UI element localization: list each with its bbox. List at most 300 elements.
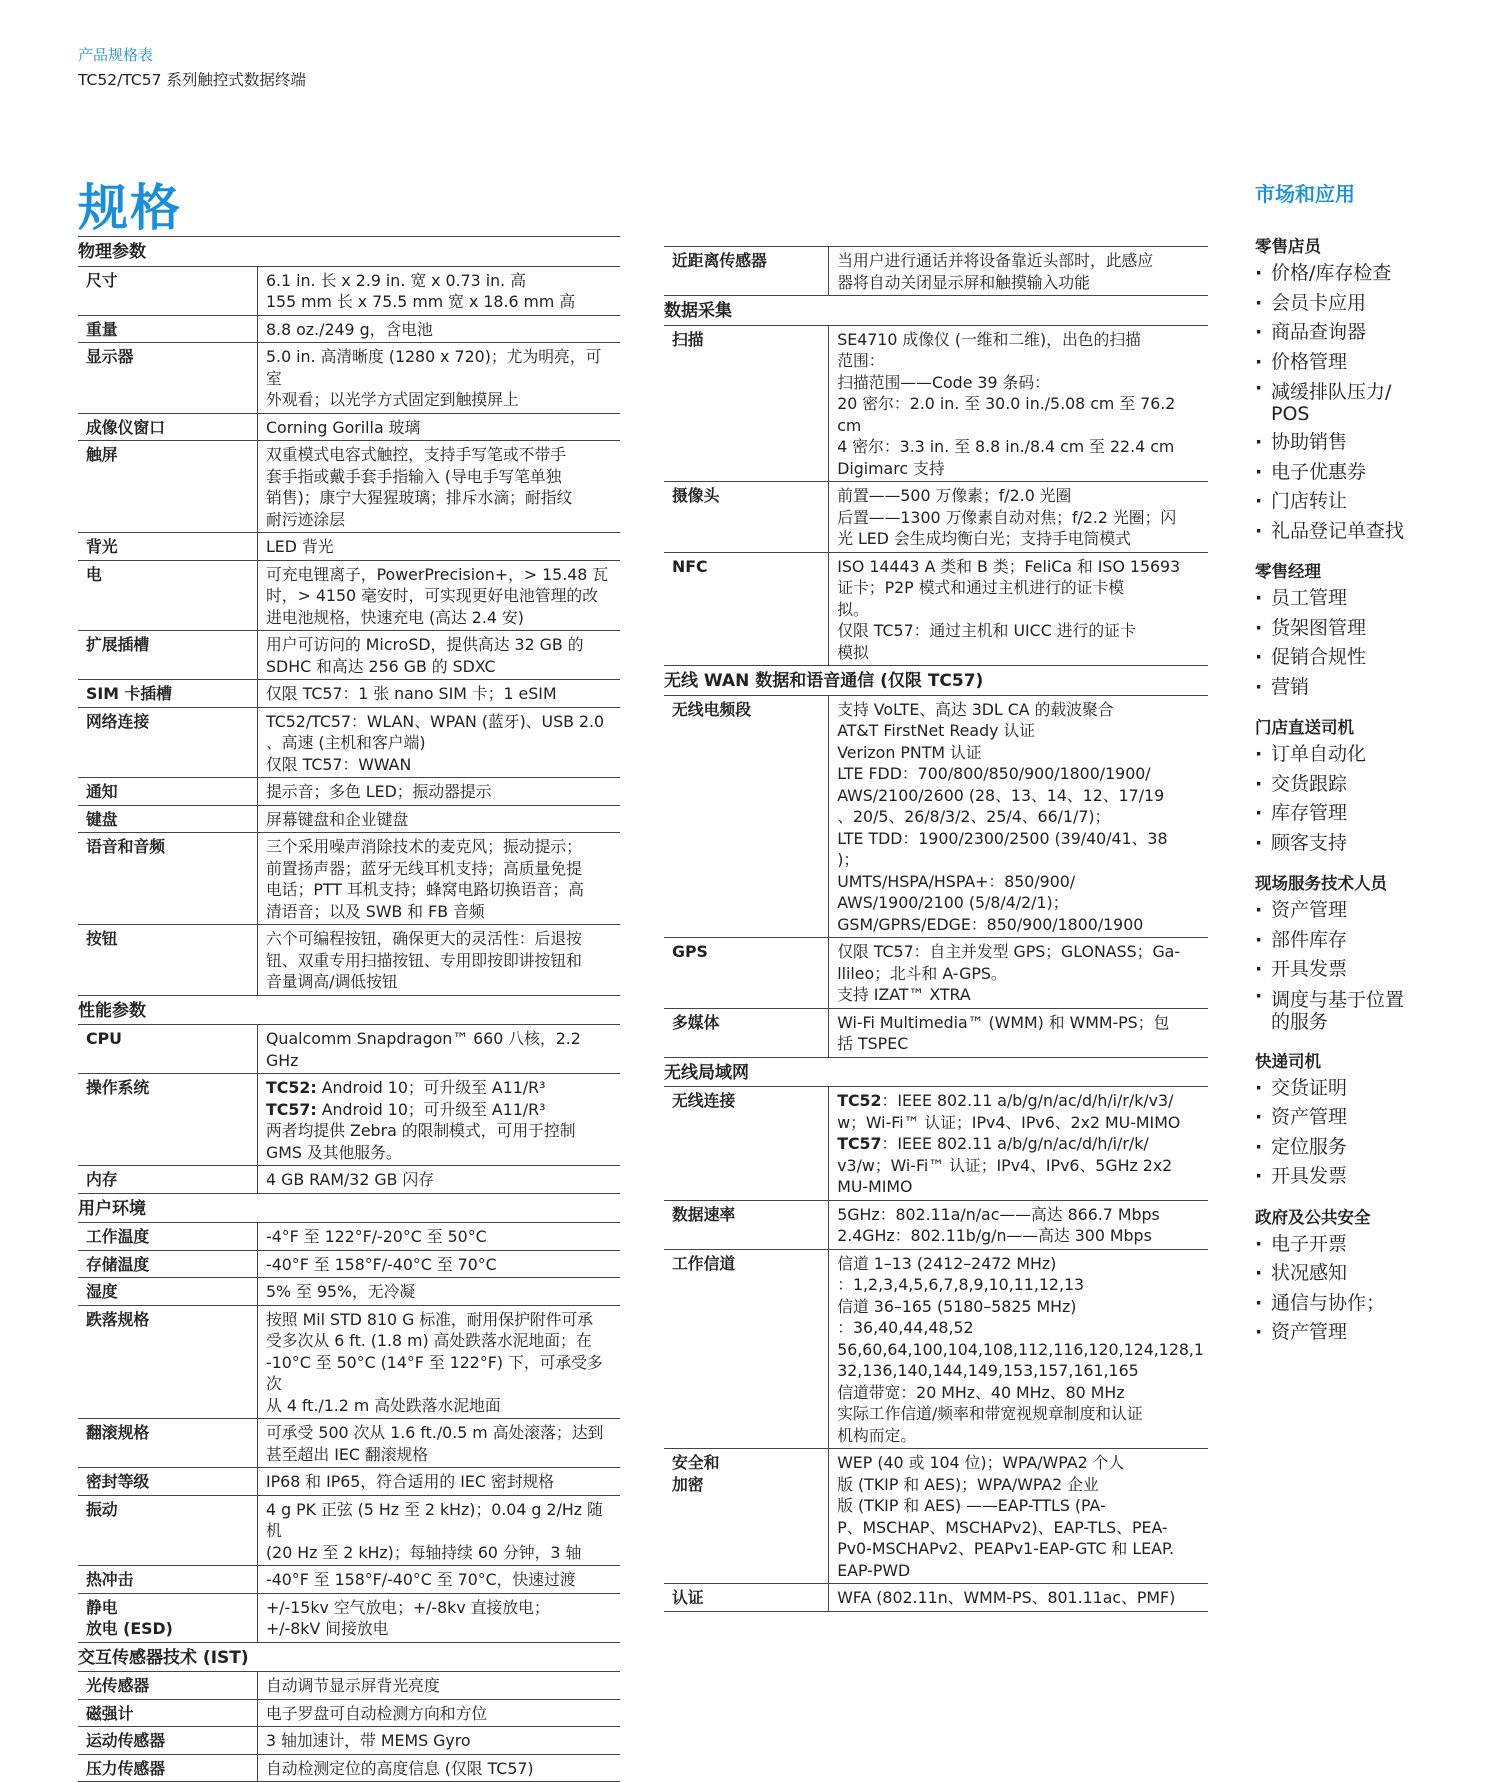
spec-value-line: SE4710 成像仪 (一维和二维)，出色的扫描 (837, 329, 1141, 349)
spec-value-line: SDHC 和高达 256 GB 的 SDXC (266, 656, 496, 676)
spec-value (258, 1699, 621, 1727)
spec-row (78, 1495, 620, 1566)
spec-row (78, 1419, 620, 1468)
spec-row (78, 560, 620, 631)
spec-value-line: P、MSCHAP、MSCHAPv2)、EAP-TLS、PEA- (837, 1517, 1168, 1537)
spec-value (258, 805, 621, 833)
spec-row (664, 1200, 1208, 1249)
aside-group-title: 现场服务技术人员 (1255, 874, 1387, 893)
spec-value-line: EAP-PWD (837, 1560, 911, 1580)
spec-value-line: 前置——500 万像素；f/2.0 光圈 (837, 486, 1072, 505)
spec-key: 光传感器 (78, 1672, 258, 1700)
aside-list-item: · 交货跟踪 (1255, 770, 1455, 800)
section-heading: 物理参数 (78, 237, 620, 267)
spec-value-line: 当用户进行通话并将设备靠近头部时，此感应 (837, 251, 1154, 270)
aside-list-item: · 营销 (1255, 673, 1455, 703)
spec-key: 无线电频段 (664, 695, 829, 938)
spec-value (829, 1249, 1208, 1449)
spec-row (78, 343, 620, 414)
spec-value-line: v3/w；Wi-Fi™ 认证；IPv4、IPv6、5GHz 2x2 (837, 1155, 1173, 1175)
spec-row (78, 1025, 620, 1074)
spec-value-line: 仅限 TC57：1 张 nano SIM 卡；1 eSIM (266, 684, 557, 703)
section-heading-row (78, 1642, 620, 1672)
section-heading: 数据采集 (664, 296, 1208, 326)
spec-value (829, 247, 1208, 296)
spec-value (258, 1166, 621, 1194)
spec-key: 热冲击 (78, 1566, 258, 1594)
spec-value (258, 1566, 621, 1594)
aside-list-item: · 商品查询器 (1255, 318, 1455, 348)
aside-list-item: · 门店转让 (1255, 487, 1455, 517)
spec-value-line: LTE FDD：700/800/850/900/1800/1900/ (837, 764, 1151, 783)
aside-group (1255, 1204, 1455, 1348)
spec-value-line: 6.1 in. 长 x 2.9 in. 宽 x 0.73 in. 高 (266, 270, 526, 290)
spec-value (258, 441, 621, 533)
aside-list-item: · 会员卡应用 (1255, 289, 1455, 319)
spec-value-line: 可充电锂离子，PowerPrecision+，> 15.48 瓦 (266, 564, 609, 584)
aside-list-item: · 交货证明 (1255, 1074, 1455, 1104)
spec-value (258, 533, 621, 561)
spec-value (258, 266, 621, 315)
doc-subtitle: TC52/TC57 系列触控式数据终端 (78, 71, 306, 89)
spec-row (78, 1754, 620, 1782)
markets-applications-panel (1255, 178, 1455, 1360)
aside-list-item: · 订单自动化 (1255, 740, 1455, 770)
spec-value-line: GMS 及其他服务。 (266, 1142, 402, 1162)
spec-value-line: 清语音；以及 SWB 和 FB 音频 (266, 901, 485, 921)
aside-list-item: · 协助销售 (1255, 428, 1455, 458)
aside-groups (1255, 233, 1455, 1348)
spec-column-left (78, 236, 620, 1782)
section-heading-row (78, 1193, 620, 1223)
aside-group (1255, 558, 1455, 702)
spec-value-line: 受多次从 6 ft. (1.8 m) 高处跌落水泥地面；在 (266, 1331, 592, 1350)
spec-row (78, 1672, 620, 1700)
spec-row (78, 778, 620, 806)
spec-value (258, 631, 621, 680)
spec-value (258, 1727, 621, 1755)
spec-value (258, 560, 621, 631)
spec-value-line: Corning Gorilla 玻璃 (266, 417, 421, 437)
spec-key: CPU (78, 1025, 258, 1074)
spec-key: 存储温度 (78, 1250, 258, 1278)
spec-value-line: 信道 1–13 (2412–2472 MHz) (837, 1253, 1057, 1273)
spec-value-line: 括 TSPEC (837, 1034, 909, 1053)
aside-list-item: · 电子优惠券 (1255, 458, 1455, 488)
spec-value-line: 时，> 4150 毫安时，可实现更好电池管理的改 (266, 586, 599, 605)
spec-value (829, 482, 1208, 553)
spec-value-line: -40°F 至 158°F/-40°C 至 70°C，快速过渡 (266, 1570, 576, 1589)
spec-key: 数据速率 (664, 1200, 829, 1249)
spec-value-line: 用户可访问的 MicroSD，提供高达 32 GB 的 (266, 635, 584, 654)
aside-group-title: 政府及公共安全 (1255, 1207, 1371, 1227)
spec-value-line: w；Wi-Fi™ 认证；IPv4、IPv6、2x2 MU-MIMO (837, 1112, 1181, 1132)
spec-value-line: 、高速 (主机和客户端) (266, 733, 426, 752)
spec-key: 近距离传感器 (664, 247, 829, 296)
spec-value (258, 1593, 621, 1642)
spec-value-line: 仅限 TC57：WWAN (266, 754, 412, 774)
aside-list-item: · 价格管理 (1255, 348, 1455, 378)
spec-value (258, 413, 621, 441)
spec-value-line: 版 (TKIP 和 AES) ——EAP-TTLS (PA- (837, 1496, 1106, 1515)
aside-group-title: 快递司机 (1255, 1051, 1321, 1071)
spec-value-line: AWS/2100/2600 (28、13、14、12、17/19 (837, 785, 1165, 805)
spec-key: 网络连接 (78, 707, 258, 778)
aside-list-item: · 电子开票 (1255, 1230, 1455, 1260)
section-heading-row (78, 995, 620, 1025)
aside-list-item: · 促销合规性 (1255, 643, 1455, 673)
spec-value-line: TC57: Android 10；可升级至 A11/R³ (266, 1099, 546, 1119)
spec-value-line: 后置——1300 万像素自动对焦；f/2.2 光圈；闪 (837, 507, 1177, 527)
spec-value (258, 1495, 621, 1566)
aside-list-item: · 定位服务 (1255, 1133, 1455, 1163)
spec-value (258, 1468, 621, 1496)
spec-row (78, 805, 620, 833)
spec-row (78, 925, 620, 996)
spec-value (258, 1250, 621, 1278)
spec-key: 摄像头 (664, 482, 829, 553)
spec-value-line: 电子罗盘可自动检测方向和方位 (266, 1703, 488, 1723)
spec-row (664, 1584, 1208, 1612)
spec-key: 显示器 (78, 343, 258, 414)
spec-value-line: UMTS/HSPA/HSPA+：850/900/ (837, 871, 1076, 891)
spec-key: 磁强计 (78, 1699, 258, 1727)
spec-row (78, 1074, 620, 1166)
spec-value-line: 机构而定。 (837, 1425, 917, 1445)
spec-row (78, 1566, 620, 1594)
spec-value (258, 680, 621, 708)
aside-list-item: · 资产管理 (1255, 1318, 1455, 1348)
spec-value (258, 1278, 621, 1306)
spec-value-line: 155 mm 长 x 75.5 mm 宽 x 18.6 mm 高 (266, 292, 576, 311)
spec-row (78, 1468, 620, 1496)
spec-value-line: 32,136,140,144,149,153,157,161,165 (837, 1361, 1139, 1380)
spec-row (664, 325, 1208, 482)
spec-value-line: (20 Hz 至 2 kHz)；每轴持续 60 分钟，3 轴 (266, 1542, 582, 1562)
spec-key: 跌落规格 (78, 1305, 258, 1419)
spec-row (664, 1008, 1208, 1057)
spec-key: 成像仪窗口 (78, 413, 258, 441)
spec-value-line: WFA (802.11n、WMM-PS、801.11ac、PMF) (837, 1588, 1176, 1607)
spec-row (78, 413, 620, 441)
spec-key: 键盘 (78, 805, 258, 833)
spec-value-line: 仅限 TC57：自主并发型 GPS；GLONASS；Ga- (837, 942, 1181, 961)
spec-key: 运动传感器 (78, 1727, 258, 1755)
spec-value-line: -4°F 至 122°F/-20°C 至 50°C (266, 1227, 487, 1246)
spec-value-line: 拟。 (837, 599, 869, 619)
spec-row (78, 631, 620, 680)
spec-value-line: 实际工作信道/频率和带宽视规章制度和认证 (837, 1404, 1143, 1423)
spec-value (258, 1025, 621, 1074)
spec-row (78, 833, 620, 925)
spec-value-line: 模拟 (837, 642, 869, 662)
spec-value-line: AT&T FirstNet Ready 认证 (837, 721, 1036, 740)
spec-value-line: GSM/GPRS/EDGE：850/900/1800/1900 (837, 914, 1144, 934)
aside-list-item: · 开具发票 (1255, 1162, 1455, 1192)
spec-row (78, 315, 620, 343)
spec-row (78, 1250, 620, 1278)
spec-value-line: 56,60,64,100,104,108,112,116,120,124,128,1 (837, 1339, 1204, 1359)
spec-value (258, 343, 621, 414)
spec-key: 认证 (664, 1584, 829, 1612)
aside-list-item: · 员工管理 (1255, 584, 1455, 614)
aside-title: 市场和应用 (1255, 182, 1355, 206)
spec-key: 语音和音频 (78, 833, 258, 925)
spec-value-line: LTE TDD：1900/2300/2500 (39/40/41、38 (837, 828, 1168, 848)
spec-value-line: 从 4 ft./1.2 m 高处跌落水泥地面 (266, 1395, 501, 1415)
spec-value-line: 5% 至 95%，无冷凝 (266, 1282, 416, 1301)
spec-row (78, 1699, 620, 1727)
spec-value (258, 1074, 621, 1166)
spec-key: 通知 (78, 778, 258, 806)
spec-value-line: Qualcomm Snapdragon™ 660 八核，2.2 GHz (266, 1029, 581, 1070)
spec-value-line: Verizon PNTM 认证 (837, 742, 982, 762)
spec-value (258, 1305, 621, 1419)
spec-value (258, 1223, 621, 1251)
spec-value-line: IP68 和 IP65，符合适用的 IEC 密封规格 (266, 1472, 555, 1491)
spec-value-line: 钮、双重专用扫描按钮、专用即按即讲按钮和 (266, 950, 582, 970)
spec-value-line: 5.0 in. 高清晰度 (1280 x 720)；尤为明亮，可室 (266, 347, 602, 388)
section-heading: 交互传感器技术 (IST) (78, 1642, 620, 1672)
section-heading: 性能参数 (78, 995, 620, 1025)
spec-value-line: 屏幕键盘和企业键盘 (266, 809, 409, 829)
spec-value-line: cm (837, 415, 862, 435)
spec-value (258, 1672, 621, 1700)
doc-category: 产品规格表 (78, 46, 154, 64)
spec-key: GPS (664, 938, 829, 1009)
spec-value-line: 光 LED 会生成均衡白光；支持手电筒模式 (837, 529, 1131, 548)
spec-value-line: 甚至超出 IEC 翻滚规格 (266, 1444, 429, 1464)
aside-group-title: 零售经理 (1255, 562, 1321, 581)
spec-key: 触屏 (78, 441, 258, 533)
aside-list-item: · 货架图管理 (1255, 614, 1455, 644)
spec-value-line: 按照 Mil STD 810 G 标准，耐用保护附件可承 (266, 1309, 594, 1329)
spec-row (78, 533, 620, 561)
spec-value-line: 证卡；P2P 模式和通过主机进行的证卡模 (837, 578, 1125, 597)
aside-group-title: 门店直送司机 (1255, 718, 1354, 737)
spec-value-line: 销售)；康宁大猩猩玻璃；排斥水滴；耐指纹 (266, 488, 573, 507)
spec-key: 操作系统 (78, 1074, 258, 1166)
spec-value-line: 扫描范围——Code 39 条码： (837, 372, 1050, 392)
spec-key: 压力传感器 (78, 1754, 258, 1782)
spec-key: NFC (664, 552, 829, 666)
spec-value-line: Wi-Fi Multimedia™ (WMM) 和 WMM-PS；包 (837, 1012, 1170, 1032)
spec-key: 背光 (78, 533, 258, 561)
spec-row (78, 266, 620, 315)
spec-value-line: MU-MIMO (837, 1177, 913, 1196)
aside-list-item: · 库存管理 (1255, 799, 1455, 829)
aside-list (1255, 259, 1455, 546)
spec-value-line: 支持 VoLTE、高达 3DL CA 的载波聚合 (837, 699, 1114, 719)
spec-table (78, 236, 620, 1782)
spec-value-line: 、20/5、26/8/3/2、25/4、66/1/7)； (837, 807, 1111, 826)
spec-value (258, 778, 621, 806)
spec-key: 安全和 加密 (664, 1449, 829, 1584)
page-title: 规格 (78, 179, 182, 237)
aside-list-item: · 开具发票 (1255, 955, 1455, 985)
spec-value-line: 3 轴加速计，带 MEMS Gyro (266, 1731, 471, 1750)
spec-row (664, 1249, 1208, 1449)
spec-row (664, 1449, 1208, 1584)
spec-key: 重量 (78, 315, 258, 343)
spec-value (829, 552, 1208, 666)
spec-value (829, 1449, 1208, 1584)
spec-key: 扫描 (664, 325, 829, 482)
spec-row (664, 1087, 1208, 1201)
spec-row (78, 707, 620, 778)
spec-row (78, 1593, 620, 1642)
spec-value (258, 925, 621, 996)
aside-list-item: · 调度与基于位置 的服务 (1255, 985, 1455, 1036)
spec-value-line: 电话；PTT 耳机支持；蜂窝电路切换语音；高 (266, 880, 584, 899)
spec-row (78, 1166, 620, 1194)
spec-key: SIM 卡插槽 (78, 680, 258, 708)
spec-value-line: TC52: Android 10；可升级至 A11/R³ (266, 1078, 546, 1097)
spec-value-line: 支持 IZAT™ XTRA (837, 985, 971, 1004)
spec-value-line: 自动检测定位的高度信息 (仅限 TC57) (266, 1758, 534, 1778)
aside-list-item: · 顾客支持 (1255, 829, 1455, 859)
aside-list-item: · 状况感知 (1255, 1259, 1455, 1289)
spec-row (78, 680, 620, 708)
spec-key: 静电 放电 (ESD) (78, 1593, 258, 1642)
spec-value (829, 1087, 1208, 1201)
aside-list-item: · 通信与协作； (1255, 1289, 1455, 1319)
spec-key: 工作温度 (78, 1223, 258, 1251)
aside-list (1255, 1074, 1455, 1192)
spec-row (664, 247, 1208, 296)
aside-list-item: · 部件库存 (1255, 926, 1455, 956)
spec-value (829, 325, 1208, 482)
spec-row (78, 1278, 620, 1306)
spec-value-line: +/-15kv 空气放电；+/-8kv 直接放电； (266, 1597, 550, 1617)
spec-value-line: 前置扬声器；蓝牙无线耳机支持；高质量免提 (266, 858, 582, 878)
section-heading: 用户环境 (78, 1193, 620, 1223)
spec-value-line: 两者均提供 Zebra 的限制模式，可用于控制 (266, 1121, 576, 1140)
spec-row (664, 482, 1208, 553)
spec-value-line: ：36,40,44,48,52 (837, 1318, 974, 1337)
spec-key: 按钮 (78, 925, 258, 996)
spec-value-line: ：1,2,3,4,5,6,7,8,9,10,11,12,13 (837, 1275, 1085, 1294)
spec-value (258, 315, 621, 343)
spec-value-line: 4 g PK 正弦 (5 Hz 至 2 kHz)；0.04 g 2/Hz 随机 (266, 1499, 603, 1540)
spec-value-line: 提示音；多色 LED；振动器提示 (266, 782, 492, 801)
spec-value-line: 信道 36–165 (5180–5825 MHz) (837, 1296, 1077, 1316)
aside-group (1255, 1048, 1455, 1192)
aside-list-item: · 资产管理 (1255, 1103, 1455, 1133)
spec-value (829, 1200, 1208, 1249)
section-heading-row (664, 1057, 1208, 1087)
spec-value-line: 信道带宽：20 MHz、40 MHz、80 MHz (837, 1382, 1125, 1402)
spec-value-line: 可承受 500 次从 1.6 ft./0.5 m 高处滚落；达到 (266, 1423, 604, 1442)
spec-value-line: 三个采用噪声消除技术的麦克风；振动提示； (266, 837, 582, 856)
spec-value-line: 范围： (837, 351, 885, 370)
spec-column-middle (664, 246, 1208, 1612)
spec-value-line: WEP (40 或 104 位)；WPA/WPA2 个人 (837, 1453, 1125, 1472)
spec-key: 尺寸 (78, 266, 258, 315)
spec-row (78, 441, 620, 533)
spec-value (829, 1008, 1208, 1057)
spec-value-line: 音量调高/调低按钮 (266, 972, 398, 991)
spec-value-line: 六个可编程按钮，确保更大的灵活性：后退按 (266, 929, 582, 948)
spec-value (829, 695, 1208, 938)
spec-row (664, 938, 1208, 1009)
section-heading-row (664, 296, 1208, 326)
aside-list-item: · 礼品登记单查找 (1255, 517, 1455, 547)
spec-key: 多媒体 (664, 1008, 829, 1057)
spec-key: 振动 (78, 1495, 258, 1566)
aside-list (1255, 740, 1455, 858)
spec-value-line: llileo；北斗和 A-GPS。 (837, 963, 1007, 983)
spec-key: 湿度 (78, 1278, 258, 1306)
spec-value-line: -40°F 至 158°F/-40°C 至 70°C (266, 1254, 497, 1274)
spec-value (829, 938, 1208, 1009)
spec-key: 翻滚规格 (78, 1419, 258, 1468)
spec-value-line: 进电池规格，快速充电 (高达 2.4 安) (266, 607, 524, 627)
spec-value (829, 1584, 1208, 1612)
spec-value-line: ISO 14443 A 类和 B 类；FeliCa 和 ISO 15693 (837, 556, 1181, 576)
section-heading: 无线 WAN 数据和语音通信 (仅限 TC57) (664, 666, 1208, 696)
spec-row (664, 695, 1208, 938)
aside-list (1255, 584, 1455, 702)
spec-value-line: TC57：IEEE 802.11 a/b/g/n/ac/d/h/i/r/k/ (837, 1134, 1149, 1153)
spec-row (78, 1223, 620, 1251)
spec-value (258, 707, 621, 778)
spec-value-line: 5GHz：802.11a/n/ac——高达 866.7 Mbps (837, 1204, 1160, 1224)
spec-value-line: 4 GB RAM/32 GB 闪存 (266, 1170, 435, 1189)
spec-key: 无线连接 (664, 1087, 829, 1201)
aside-list-item: · 减缓排队压力/ POS (1255, 377, 1455, 428)
section-heading-row (664, 666, 1208, 696)
section-heading: 无线局域网 (664, 1057, 1208, 1087)
spec-value-line: AWS/1900/2100 (5/8/4/2/1)； (837, 893, 1069, 912)
spec-value-line: )； (837, 850, 860, 869)
spec-key: 扩展插槽 (78, 631, 258, 680)
spec-value-line: LED 背光 (266, 537, 334, 556)
aside-group (1255, 870, 1455, 1036)
spec-value-line: 20 密尔：2.0 in. 至 30.0 in./5.08 cm 至 76.2 (837, 394, 1176, 413)
spec-value-line: 双重模式电容式触控，支持手写笔或不带手 (266, 445, 567, 464)
spec-value (258, 1419, 621, 1468)
section-heading-row (78, 237, 620, 267)
spec-value-line: 自动调节显示屏背光亮度 (266, 1676, 440, 1695)
aside-list (1255, 1230, 1455, 1348)
spec-row (78, 1727, 620, 1755)
spec-value-line: +/-8kV 间接放电 (266, 1619, 389, 1638)
spec-value-line: 2.4GHz：802.11b/g/n——高达 300 Mbps (837, 1226, 1152, 1245)
spec-value-line: 器将自动关闭显示屏和触摸输入功能 (837, 272, 1090, 292)
aside-group (1255, 233, 1455, 546)
spec-value-line: 4 密尔：3.3 in. 至 8.8 in./8.4 cm 至 22.4 cm (837, 437, 1175, 456)
spec-value (258, 833, 621, 925)
aside-list-item: · 价格/库存检查 (1255, 259, 1455, 289)
spec-value-line: TC52：IEEE 802.11 a/b/g/n/ac/d/h/i/r/k/v3/ (837, 1091, 1174, 1110)
aside-list-item: · 资产管理 (1255, 896, 1455, 926)
spec-value-line: 外观看；以光学方式固定到触摸屏上 (266, 390, 519, 409)
spec-value-line: -10°C 至 50°C (14°F 至 122°F) 下，可承受多次 (266, 1352, 603, 1393)
spec-value (258, 1754, 621, 1782)
spec-value-line: 耐污迹涂层 (266, 509, 345, 529)
spec-value-line: 8.8 oz./249 g，含电池 (266, 319, 433, 339)
aside-group (1255, 714, 1455, 858)
spec-value-line: Pv0-MSCHAPv2、PEAPv1-EAP-GTC 和 LEAP. (837, 1539, 1175, 1558)
spec-key: 电 (78, 560, 258, 631)
spec-row (664, 552, 1208, 666)
aside-list (1255, 896, 1455, 1036)
spec-table (664, 246, 1208, 1612)
spec-value-line: 仅限 TC57：通过主机和 UICC 进行的证卡 (837, 621, 1136, 640)
spec-key: 密封等级 (78, 1468, 258, 1496)
spec-value-line: Digimarc 支持 (837, 458, 945, 478)
